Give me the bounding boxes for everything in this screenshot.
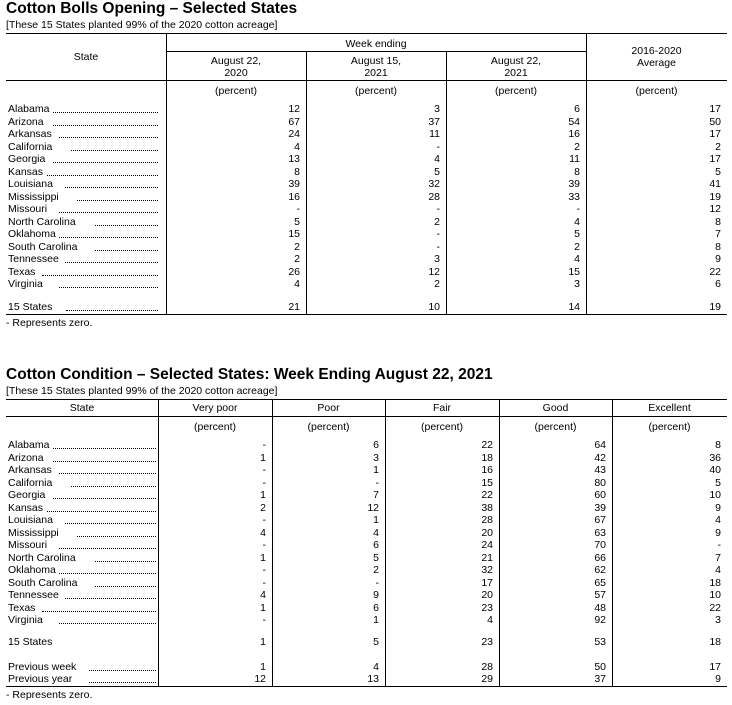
total-label: 15 States — [8, 636, 53, 648]
table-cell: 4 — [715, 564, 721, 576]
state-name: North Carolina — [8, 215, 76, 228]
leader-dots — [42, 275, 159, 276]
table-cell: 14 — [568, 301, 580, 313]
table-cell: - — [262, 439, 266, 451]
table-cell: 22 — [709, 601, 721, 614]
table-cell: 1 — [260, 601, 266, 614]
unit-label: (percent) — [635, 85, 678, 97]
table-cell: 5 — [294, 215, 300, 228]
table-cell: - — [262, 564, 266, 576]
table-cell: - — [296, 203, 300, 215]
table-cell: 4 — [574, 253, 580, 265]
table-cell: 2 — [260, 501, 266, 514]
leader-dots — [77, 200, 158, 201]
table-cell: 32 — [428, 178, 440, 190]
table-cell: 16 — [288, 190, 300, 203]
table-cell: 5 — [574, 228, 580, 240]
table-cell: 4 — [434, 153, 440, 165]
state-name: Mississippi — [8, 190, 59, 203]
state-name: Missouri — [8, 203, 48, 215]
unit-label: (percent) — [193, 421, 236, 433]
leader-dots — [66, 310, 158, 311]
table-cell: 5 — [373, 636, 379, 648]
table-cell: 8 — [574, 165, 580, 178]
leader-dots — [71, 150, 158, 151]
table-cell: 1 — [260, 551, 266, 564]
table1-top-rule — [6, 33, 727, 34]
table-cell: 16 — [481, 464, 493, 476]
table-cell: 8 — [715, 439, 721, 451]
table-cell: 4 — [260, 589, 266, 601]
table-cell: 2 — [434, 215, 440, 228]
leader-dots — [59, 237, 158, 238]
table-cell: 28 — [481, 661, 493, 673]
state-name: Kansas — [8, 501, 44, 514]
table-cell: 18 — [481, 451, 493, 464]
table-cell: 28 — [481, 514, 493, 526]
table-cell: 5 — [715, 165, 721, 178]
state-name: Georgia — [8, 489, 46, 501]
leader-dots — [42, 611, 157, 612]
leader-dots — [59, 623, 156, 624]
table-cell: 3 — [715, 614, 721, 626]
table-cell: 26 — [288, 265, 300, 278]
column-header: August 22, 2020 — [210, 55, 262, 79]
state-name: Texas — [8, 265, 36, 278]
column-header: Fair — [432, 402, 452, 414]
table-cell: 17 — [709, 153, 721, 165]
leader-dots — [59, 573, 156, 574]
state-name: Arkansas — [8, 128, 52, 140]
state-name: Texas — [8, 601, 36, 614]
table-cell: 18 — [709, 636, 721, 648]
table-cell: - — [576, 203, 580, 215]
table-cell: 10 — [428, 301, 440, 313]
table-cell: - — [262, 464, 266, 476]
table-cell: 6 — [373, 601, 379, 614]
table-cell: 40 — [709, 464, 721, 476]
table2-title: Cotton Condition – Selected States: Week Ending August 22, 2021 — [6, 366, 493, 383]
table-cell: 3 — [574, 278, 580, 290]
state-name: Arkansas — [8, 464, 52, 476]
table-cell: 15 — [568, 265, 580, 278]
column-header: Excellent — [648, 402, 691, 414]
table-cell: 2 — [574, 240, 580, 253]
table-cell: 9 — [715, 673, 721, 685]
table-cell: 92 — [594, 614, 606, 626]
table-cell: - — [717, 539, 721, 551]
table-cell: 12 — [254, 673, 266, 685]
table-cell: 6 — [373, 439, 379, 451]
table-cell: 64 — [594, 439, 606, 451]
unit-label: (percent) — [214, 85, 257, 97]
table1-header-rule — [6, 80, 727, 81]
footnote: - Represents zero. — [6, 689, 93, 701]
table-cell: 16 — [568, 128, 580, 140]
state-name: Arizona — [8, 115, 44, 128]
table-cell: - — [375, 576, 379, 589]
state-name: Tennessee — [8, 253, 59, 265]
table-cell: 38 — [481, 501, 493, 514]
table-cell: 5 — [715, 476, 721, 489]
leader-dots — [53, 448, 156, 449]
table-cell: 67 — [288, 115, 300, 128]
table-cell: - — [262, 539, 266, 551]
table-cell: 2 — [574, 140, 580, 153]
table-cell: 1 — [260, 489, 266, 501]
state-name: Louisiana — [8, 514, 53, 526]
table-cell: 23 — [481, 601, 493, 614]
table-cell: 4 — [260, 526, 266, 539]
table-cell: 3 — [434, 253, 440, 265]
table-cell: 13 — [367, 673, 379, 685]
table-cell: 19 — [709, 301, 721, 313]
table-cell: 33 — [568, 190, 580, 203]
table-cell: 9 — [715, 253, 721, 265]
table-cell: 12 — [709, 203, 721, 215]
table-cell: 17 — [709, 103, 721, 115]
table-cell: 3 — [434, 103, 440, 115]
leader-dots — [89, 682, 156, 683]
table-cell: 60 — [594, 489, 606, 501]
table-cell: 4 — [715, 514, 721, 526]
footnote: - Represents zero. — [6, 317, 93, 329]
state-name: California — [8, 476, 53, 489]
table-cell: - — [262, 476, 266, 489]
leader-dots — [65, 523, 156, 524]
table-cell: 4 — [373, 661, 379, 673]
table-cell: 19 — [709, 190, 721, 203]
table-cell: 37 — [594, 673, 606, 685]
table-cell: 10 — [709, 589, 721, 601]
table2-top-rule — [6, 399, 727, 400]
table-cell: 50 — [709, 115, 721, 128]
table-cell: 7 — [715, 551, 721, 564]
state-name: Alabama — [8, 103, 50, 115]
table-cell: 23 — [481, 636, 493, 648]
table-cell: 39 — [568, 178, 580, 190]
state-name: Oklahoma — [8, 564, 56, 576]
table2-note: [These 15 States planted 99% of the 2020 cotton acreage] — [6, 385, 278, 397]
table-cell: 28 — [428, 190, 440, 203]
unit-label: (percent) — [307, 421, 350, 433]
group-header-rule — [166, 51, 586, 52]
table-cell: 17 — [709, 128, 721, 140]
leader-dots — [59, 137, 158, 138]
column-header: Good — [542, 402, 569, 414]
group-header: Week ending — [345, 38, 407, 50]
leader-dots — [89, 670, 156, 671]
leader-dots — [47, 511, 156, 512]
table-cell: 32 — [481, 564, 493, 576]
table-cell: 1 — [373, 614, 379, 626]
state-name: Arizona — [8, 451, 44, 464]
leader-dots — [53, 498, 156, 499]
table-cell: 20 — [481, 589, 493, 601]
table-cell: 1 — [373, 514, 379, 526]
column-header: Very poor — [192, 402, 238, 414]
state-header: State — [73, 51, 99, 63]
table-cell: 1 — [260, 661, 266, 673]
state-name: Previous week — [8, 661, 77, 673]
table-cell: 65 — [594, 576, 606, 589]
table-cell: - — [436, 140, 440, 153]
total-label: 15 States — [8, 301, 53, 313]
table-cell: 5 — [434, 165, 440, 178]
unit-label: (percent) — [494, 85, 537, 97]
table2-header-rule — [6, 416, 727, 417]
unit-label: (percent) — [354, 85, 397, 97]
leader-dots — [47, 175, 158, 176]
table-cell: - — [375, 476, 379, 489]
leader-dots — [95, 561, 156, 562]
leader-dots — [59, 212, 158, 213]
table-cell: 15 — [288, 228, 300, 240]
table-cell: 17 — [709, 661, 721, 673]
table-cell: 39 — [288, 178, 300, 190]
state-name: South Carolina — [8, 240, 78, 253]
leader-dots — [95, 586, 156, 587]
table-cell: 39 — [594, 501, 606, 514]
leader-dots — [71, 486, 156, 487]
state-name: Kansas — [8, 165, 44, 178]
table-cell: 9 — [373, 589, 379, 601]
state-name: Oklahoma — [8, 228, 56, 240]
state-name: California — [8, 140, 53, 153]
leader-dots — [53, 461, 156, 462]
leader-dots — [59, 548, 156, 549]
table-cell: 21 — [288, 301, 300, 313]
unit-label: (percent) — [534, 421, 577, 433]
table-cell: 63 — [594, 526, 606, 539]
table-cell: 41 — [709, 178, 721, 190]
state-name: Virginia — [8, 614, 43, 626]
table-cell: - — [262, 576, 266, 589]
leader-dots — [53, 125, 158, 126]
table-cell: 7 — [715, 228, 721, 240]
column-header: August 15, 2021 — [350, 55, 402, 79]
table-cell: 2 — [715, 140, 721, 153]
table-cell: 2 — [434, 278, 440, 290]
table-cell: 2 — [373, 564, 379, 576]
table-cell: 2 — [294, 253, 300, 265]
table-cell: 4 — [294, 278, 300, 290]
state-name: Georgia — [8, 153, 46, 165]
table-cell: - — [262, 614, 266, 626]
table-cell: 11 — [429, 128, 440, 140]
state-name: Missouri — [8, 539, 48, 551]
table-cell: 18 — [709, 576, 721, 589]
table1-title: Cotton Bolls Opening – Selected States — [6, 0, 298, 17]
table-cell: 24 — [288, 128, 300, 140]
state-header: State — [69, 402, 95, 414]
leader-dots — [65, 187, 158, 188]
table1-bottom-rule — [6, 314, 727, 315]
table-cell: 12 — [288, 103, 300, 115]
table-cell: 8 — [715, 215, 721, 228]
table-cell: 6 — [574, 103, 580, 115]
state-name: Tennessee — [8, 589, 59, 601]
table-cell: 53 — [594, 636, 606, 648]
table-cell: 22 — [481, 489, 493, 501]
leader-dots — [59, 473, 156, 474]
leader-dots — [65, 598, 156, 599]
table-cell: 12 — [428, 265, 440, 278]
table-cell: 8 — [715, 240, 721, 253]
table-cell: 15 — [481, 476, 493, 489]
table-cell: 36 — [709, 451, 721, 464]
table-cell: 4 — [373, 526, 379, 539]
table-cell: 7 — [373, 489, 379, 501]
table-cell: 4 — [487, 614, 493, 626]
table-cell: 67 — [594, 514, 606, 526]
unit-label: (percent) — [420, 421, 463, 433]
state-name: Previous year — [8, 673, 73, 685]
state-name: Louisiana — [8, 178, 53, 190]
table-cell: 43 — [594, 464, 606, 476]
table-cell: 9 — [715, 526, 721, 539]
table-cell: 6 — [715, 278, 721, 290]
table-cell: 37 — [428, 115, 440, 128]
table2-bottom-rule — [6, 686, 727, 687]
table-cell: 20 — [481, 526, 493, 539]
table-cell: 57 — [594, 589, 606, 601]
table-cell: 1 — [260, 636, 266, 648]
table-cell: 42 — [594, 451, 606, 464]
table-cell: 29 — [481, 673, 493, 685]
leader-dots — [53, 112, 158, 113]
table-cell: 17 — [481, 576, 493, 589]
leader-dots — [95, 225, 158, 226]
leader-dots — [77, 536, 156, 537]
table-cell: 9 — [715, 501, 721, 514]
table-cell: 48 — [594, 601, 606, 614]
table-cell: 50 — [594, 661, 606, 673]
table-cell: - — [436, 228, 440, 240]
table-cell: 5 — [373, 551, 379, 564]
column-header: 2016-2020 Average — [631, 45, 682, 69]
leader-dots — [65, 262, 158, 263]
table-cell: 4 — [294, 140, 300, 153]
table-cell: 70 — [594, 539, 606, 551]
leader-dots — [95, 250, 158, 251]
table-cell: 2 — [294, 240, 300, 253]
table-cell: 8 — [294, 165, 300, 178]
state-name: Virginia — [8, 278, 43, 290]
table-cell: 66 — [594, 551, 606, 564]
table-cell: 12 — [367, 501, 379, 514]
table-cell: 21 — [481, 551, 493, 564]
table-cell: 4 — [574, 215, 580, 228]
table-cell: 1 — [260, 451, 266, 464]
table-cell: 62 — [594, 564, 606, 576]
table1-note: [These 15 States planted 99% of the 2020 cotton acreage] — [6, 19, 278, 31]
unit-label: (percent) — [648, 421, 691, 433]
state-name: Mississippi — [8, 526, 59, 539]
leader-dots — [53, 162, 158, 163]
table-cell: 6 — [373, 539, 379, 551]
table-cell: - — [262, 514, 266, 526]
state-name: North Carolina — [8, 551, 76, 564]
table-cell: 24 — [481, 539, 493, 551]
table-cell: 22 — [481, 439, 493, 451]
state-name: Alabama — [8, 439, 50, 451]
table-cell: 3 — [373, 451, 379, 464]
table-cell: - — [436, 203, 440, 215]
column-header: Poor — [317, 402, 340, 414]
leader-dots — [59, 287, 158, 288]
table-cell: - — [436, 240, 440, 253]
table-cell: 80 — [594, 476, 606, 489]
column-header: August 22, 2021 — [490, 55, 542, 79]
table-cell: 10 — [709, 489, 721, 501]
table-cell: 54 — [568, 115, 580, 128]
table-cell: 1 — [373, 464, 379, 476]
table-cell: 22 — [709, 265, 721, 278]
table-cell: 13 — [288, 153, 300, 165]
state-name: South Carolina — [8, 576, 78, 589]
table-cell: 11 — [569, 153, 580, 165]
